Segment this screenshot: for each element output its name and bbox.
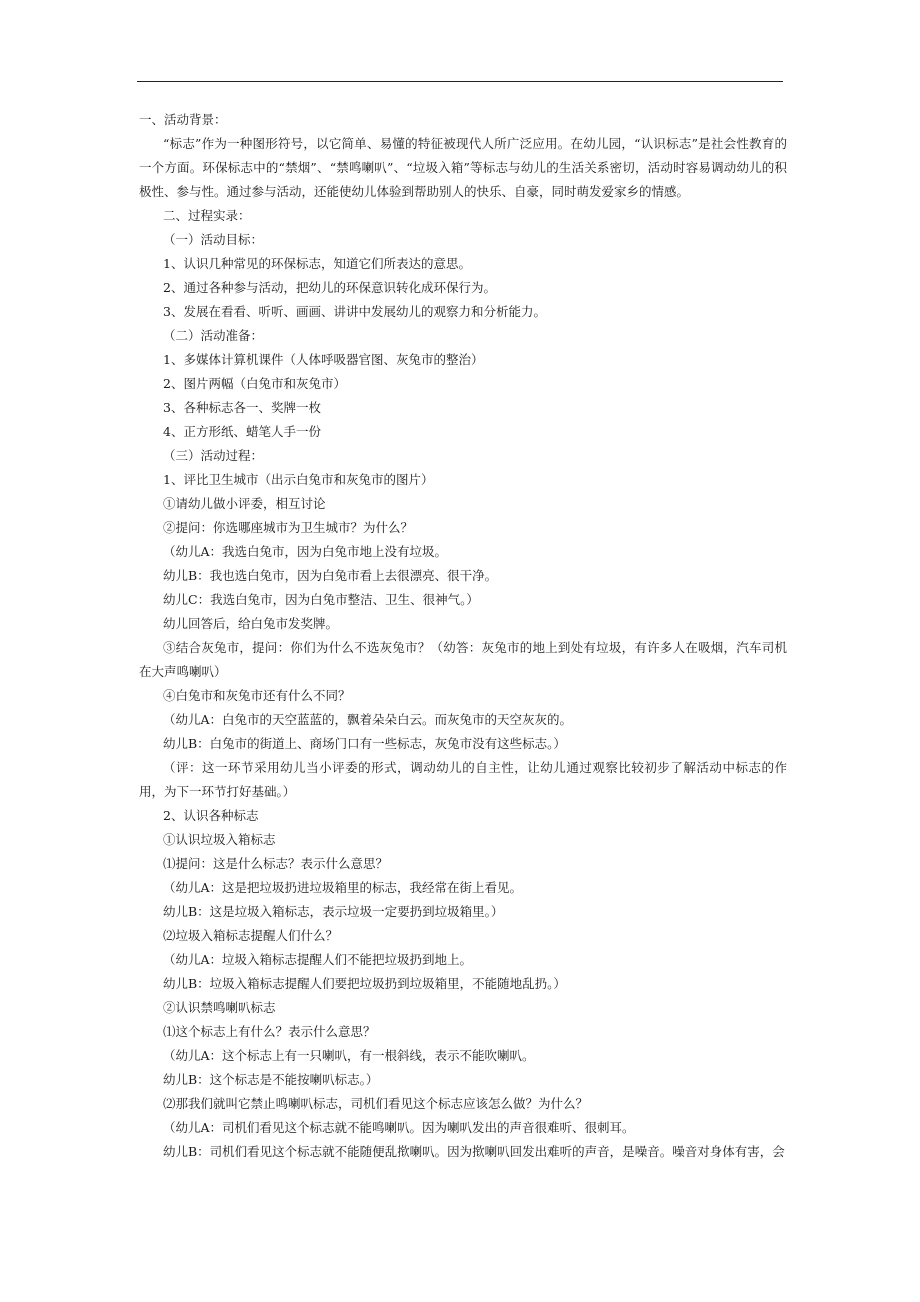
text-line: （幼儿A：白兔市的天空蓝蓝的，飘着朵朵白云。而灰兔市的天空灰灰的。 — [163, 712, 573, 727]
paragraph: “标志”作为一种图形符号，以它简单、易懂的特征被现代人所广泛应用。在幼儿园，“认识标志”是社会性教育的一个方面。环保标志中的“禁烟”、“禁鸣喇叭”、“垃圾入箱”等标志与幼儿的生活关系密切，活动时容易调动幼儿的积极性、参与性。通过参与活动，还能使幼儿体验到帮助别人的快乐、自豪，同时萌发爱家乡的情感。 — [139, 136, 787, 199]
text-line: 幼儿B：这是垃圾入箱标志，表示垃圾一定要扔到垃圾箱里。） — [163, 904, 504, 919]
document-body — [139, 108, 787, 1164]
text-line: 幼儿B：垃圾入箱标志提醒人们要把垃圾扔到垃圾箱里，不能随地乱扔。） — [163, 976, 566, 991]
text-line: 3、各种标志各一、奖牌一枚 — [163, 400, 321, 415]
paragraph: ③结合灰兔市，提问：你们为什么不选灰兔市？（幼答：灰兔市的地上到处有垃圾，有许多人在吸烟，汽车司机在大声鸣喇叭） — [139, 640, 787, 679]
text-line: ①认识垃圾入箱标志 — [163, 832, 276, 847]
text-line: （幼儿A：这是把垃圾扔进垃圾箱里的标志，我经常在街上看见。 — [163, 880, 523, 895]
text-line: ⑴这个标志上有什么？表示什么意思？ — [163, 1024, 376, 1039]
text-line: （幼儿A：这个标志上有一只喇叭，有一根斜线，表示不能吹喇叭。 — [163, 1048, 535, 1063]
text-line: 1、认识几种常见的环保标志，知道它们所表达的意思。 — [163, 256, 471, 271]
text-line: ⑵那我们就叫它禁止鸣喇叭标志，司机们看见这个标志应该怎么做？为什么？ — [163, 1096, 589, 1111]
text-line: 幼儿B：我也选白兔市，因为白兔市看上去很漂亮、很干净。 — [163, 568, 498, 583]
text-line: （幼儿A：垃圾入箱标志提醒人们不能把垃圾扔到地上。 — [163, 952, 473, 967]
text-line: 二、过程实录： — [163, 208, 251, 223]
text-line: （幼儿A：司机们看见这个标志就不能鸣喇叭。因为喇叭发出的声音很难听、很刺耳。 — [163, 1120, 635, 1135]
text-line: （一）活动目标： — [163, 232, 264, 247]
text-line: 幼儿回答后，给白兔市发奖牌。 — [163, 616, 339, 631]
text-line: 幼儿C：我选白兔市，因为白兔市整洁、卫生、很神气。） — [163, 592, 479, 607]
text-line: 4、正方形纸、蜡笔人手一份 — [163, 424, 321, 439]
text-line: 幼儿B：司机们看见这个标志就不能随便乱揿喇叭。因为揿喇叭回发出难听的声音，是噪音。噪音对身体有害，会 — [163, 1144, 785, 1159]
text-line: 3、发展在看看、听听、画画、讲讲中发展幼儿的观察力和分析能力。 — [163, 304, 546, 319]
text-line: （三）活动过程： — [163, 448, 264, 463]
text-line: ②认识禁鸣喇叭标志 — [163, 1000, 276, 1015]
text-line: ⑵垃圾入箱标志提醒人们什么？ — [163, 928, 339, 943]
text-line: 2、图片两幅（白兔市和灰兔市） — [163, 376, 346, 391]
paragraph: （评：这一环节采用幼儿当小评委的形式，调动幼儿的自主性，让幼儿通过观察比较初步了解活动中标志的作用，为下一环节打好基础。） — [139, 760, 787, 799]
text-line: 1、多媒体计算机课件（人体呼吸器官图、灰兔市的整治） — [163, 352, 484, 367]
text-line: 幼儿B：这个标志是不能按喇叭标志。） — [163, 1072, 379, 1087]
text-line: ④白兔市和灰兔市还有什么不同？ — [163, 688, 351, 703]
text-line: （幼儿A：我选白兔市，因为白兔市地上没有垃圾。 — [163, 544, 448, 559]
text-line: 一、活动背景： — [139, 112, 227, 127]
text-line: 1、评比卫生城市（出示白兔市和灰兔市的图片） — [163, 472, 434, 487]
text-line: （二）活动准备： — [163, 328, 264, 343]
text-line: 幼儿B：白兔市的街道上、商场门口有一些标志，灰兔市没有这些标志。） — [163, 736, 566, 751]
header-rule — [137, 81, 783, 82]
text-line: 2、通过各种参与活动，把幼儿的环保意识转化成环保行为。 — [163, 280, 496, 295]
text-line: ②提问：你选哪座城市为卫生城市？为什么？ — [163, 520, 414, 535]
text-line: ①请幼儿做小评委，相互讨论 — [163, 496, 326, 511]
text-line: 2、认识各种标志 — [163, 808, 259, 823]
text-line: ⑴提问：这是什么标志？表示什么意思？ — [163, 856, 389, 871]
